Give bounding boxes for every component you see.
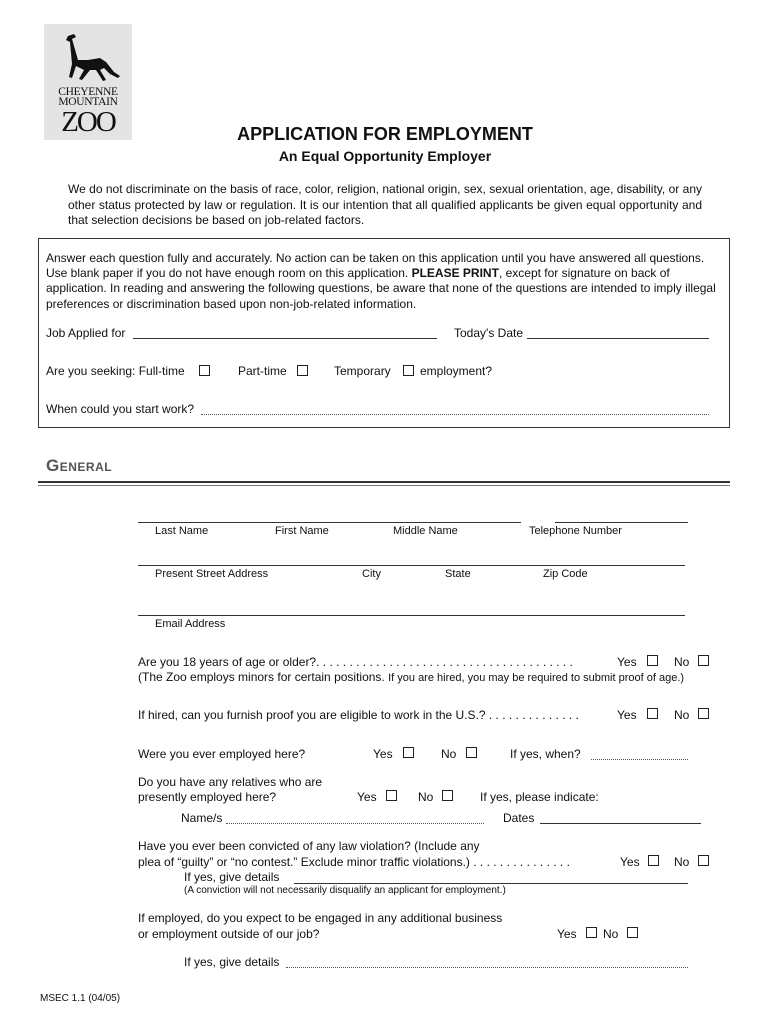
business-question-1: If employed, do you expect to be engaged in any additional business (138, 911, 503, 925)
employment-label: employment? (420, 364, 493, 378)
business-no-checkbox[interactable] (627, 927, 638, 938)
job-applied-label: Job Applied for (46, 326, 126, 340)
first-name-label: First Name (275, 525, 329, 537)
convicted-question-1: Have you ever been convicted of any law violation? (Include any (138, 839, 480, 853)
convicted-yes-label: Yes (620, 855, 640, 869)
logo-line-2: MOUNTAIN (58, 96, 118, 108)
page-title: APPLICATION FOR EMPLOYMENT (237, 124, 533, 144)
job-applied-field[interactable] (133, 338, 437, 339)
age-question: Are you 18 years of age or older?. . . . . . . . . . . . . . . . . . . . . . . . . . . . . . . . . . . . . . . (138, 655, 573, 669)
business-details-label: If yes, give details (184, 955, 280, 969)
logo-line-3: ZOO (61, 106, 115, 138)
proof-no-label: No (674, 708, 690, 722)
relatives-question-1: Do you have any relatives who are (138, 775, 323, 789)
convicted-yes-checkbox[interactable] (648, 855, 659, 866)
city-label: City (362, 568, 381, 580)
business-yes-checkbox[interactable] (586, 927, 597, 938)
business-details-field[interactable] (286, 967, 688, 968)
age-no-checkbox[interactable] (698, 655, 709, 666)
age-yes-label: Yes (617, 655, 637, 669)
business-no-label: No (603, 927, 619, 941)
telephone-field[interactable] (555, 522, 688, 523)
dates-field[interactable] (540, 823, 701, 824)
zoo-logo (44, 24, 132, 140)
address-field[interactable] (138, 565, 685, 566)
please-print-emphasis: PLEASE PRINT (411, 266, 499, 281)
proof-question: If hired, can you furnish proof you are eligible to work in the U.S.? . . . . . . . . . . . . . . (138, 708, 579, 722)
temporary-label: Temporary (334, 364, 391, 378)
age-note (138, 670, 684, 685)
middle-name-label: Middle Name (393, 525, 458, 537)
state-label: State (445, 568, 471, 580)
employed-yes-checkbox[interactable] (403, 747, 414, 758)
age-note-a: (The Zoo employs minors for certain positions. (138, 670, 385, 684)
general-divider-thin (38, 485, 730, 486)
part-time-label: Part-time (238, 364, 287, 378)
instructions-part-1: Answer each question fully and accurately. No action can be taken on this application until you have answered all questions. Use blank paper if you do not have enough room on this application. (46, 251, 705, 281)
part-time-checkbox[interactable] (297, 365, 308, 376)
start-work-label: When could you start work? (46, 402, 195, 416)
employed-no-checkbox[interactable] (466, 747, 477, 758)
temporary-checkbox[interactable] (403, 365, 414, 376)
employed-yes-label: Yes (373, 747, 393, 761)
proof-yes-checkbox[interactable] (647, 708, 658, 719)
email-label: Email Address (155, 618, 226, 630)
employed-no-label: No (441, 747, 457, 761)
instructions-part-2: , except for signature on back of application. In reading and answering the following questions, be aware that none of the questions are intended to imply illegal preferences or discrimination based upon non-job-related information. (46, 266, 716, 311)
intro-paragraph: We do not discriminate on the basis of race, color, religion, national origin, sex, sexual orientation, age, disability, or any other status protected by law or regulation. It is our intention that all qualified applicants be given equal opportunity and that selection decisions be based on job-related factors. (68, 182, 702, 227)
proof-yes-label: Yes (617, 708, 637, 722)
convicted-question-2: plea of “guilty” or “no contest.” Exclude minor traffic violations.) . . . . . . . . . . . . . . . (138, 855, 570, 869)
email-field[interactable] (138, 615, 685, 616)
telephone-label: Telephone Number (529, 525, 622, 537)
relatives-yes-label: Yes (357, 790, 377, 804)
form-code: MSEC 1.1 (04/05) (40, 993, 121, 1004)
convicted-details-field[interactable] (294, 883, 688, 884)
todays-date-field[interactable] (527, 338, 709, 339)
names-label: Name/s (181, 811, 223, 825)
relatives-no-label: No (418, 790, 434, 804)
name-field[interactable] (138, 522, 521, 523)
street-label: Present Street Address (155, 568, 269, 580)
convicted-no-label: No (674, 855, 690, 869)
general-divider (38, 481, 730, 483)
conviction-note: (A conviction will not necessarily disqualify an applicant for employment.) (184, 885, 506, 896)
start-work-field[interactable] (201, 414, 709, 415)
convicted-details-label: If yes, give details (184, 870, 280, 884)
when-field[interactable] (591, 759, 688, 760)
zip-label: Zip Code (543, 568, 588, 580)
employed-question: Were you ever employed here? (138, 747, 306, 761)
seeking-label: Are you seeking: Full-time (46, 364, 185, 378)
convicted-no-checkbox[interactable] (698, 855, 709, 866)
names-field[interactable] (226, 823, 484, 824)
general-section-title: General (46, 456, 113, 475)
last-name-label: Last Name (155, 525, 209, 537)
relatives-no-checkbox[interactable] (442, 790, 453, 801)
business-question-2: or employment outside of our job? (138, 927, 320, 941)
giraffe-icon (54, 30, 122, 86)
instructions-paragraph (46, 251, 726, 312)
dates-label: Dates (503, 811, 535, 825)
page-subtitle: An Equal Opportunity Employer (278, 148, 492, 164)
business-yes-label: Yes (557, 927, 577, 941)
if-yes-when-label: If yes, when? (510, 747, 581, 761)
if-yes-indicate-label: If yes, please indicate: (480, 790, 599, 804)
age-no-label: No (674, 655, 690, 669)
proof-no-checkbox[interactable] (698, 708, 709, 719)
logo-line-1: CHEYENNE (58, 86, 118, 98)
age-note-b: If you are hired, you may be required to submit proof of age.) (388, 672, 685, 684)
relatives-yes-checkbox[interactable] (386, 790, 397, 801)
todays-date-label: Today's Date (454, 326, 523, 340)
full-time-checkbox[interactable] (199, 365, 210, 376)
relatives-question-2: presently employed here? (138, 790, 277, 804)
age-yes-checkbox[interactable] (647, 655, 658, 666)
